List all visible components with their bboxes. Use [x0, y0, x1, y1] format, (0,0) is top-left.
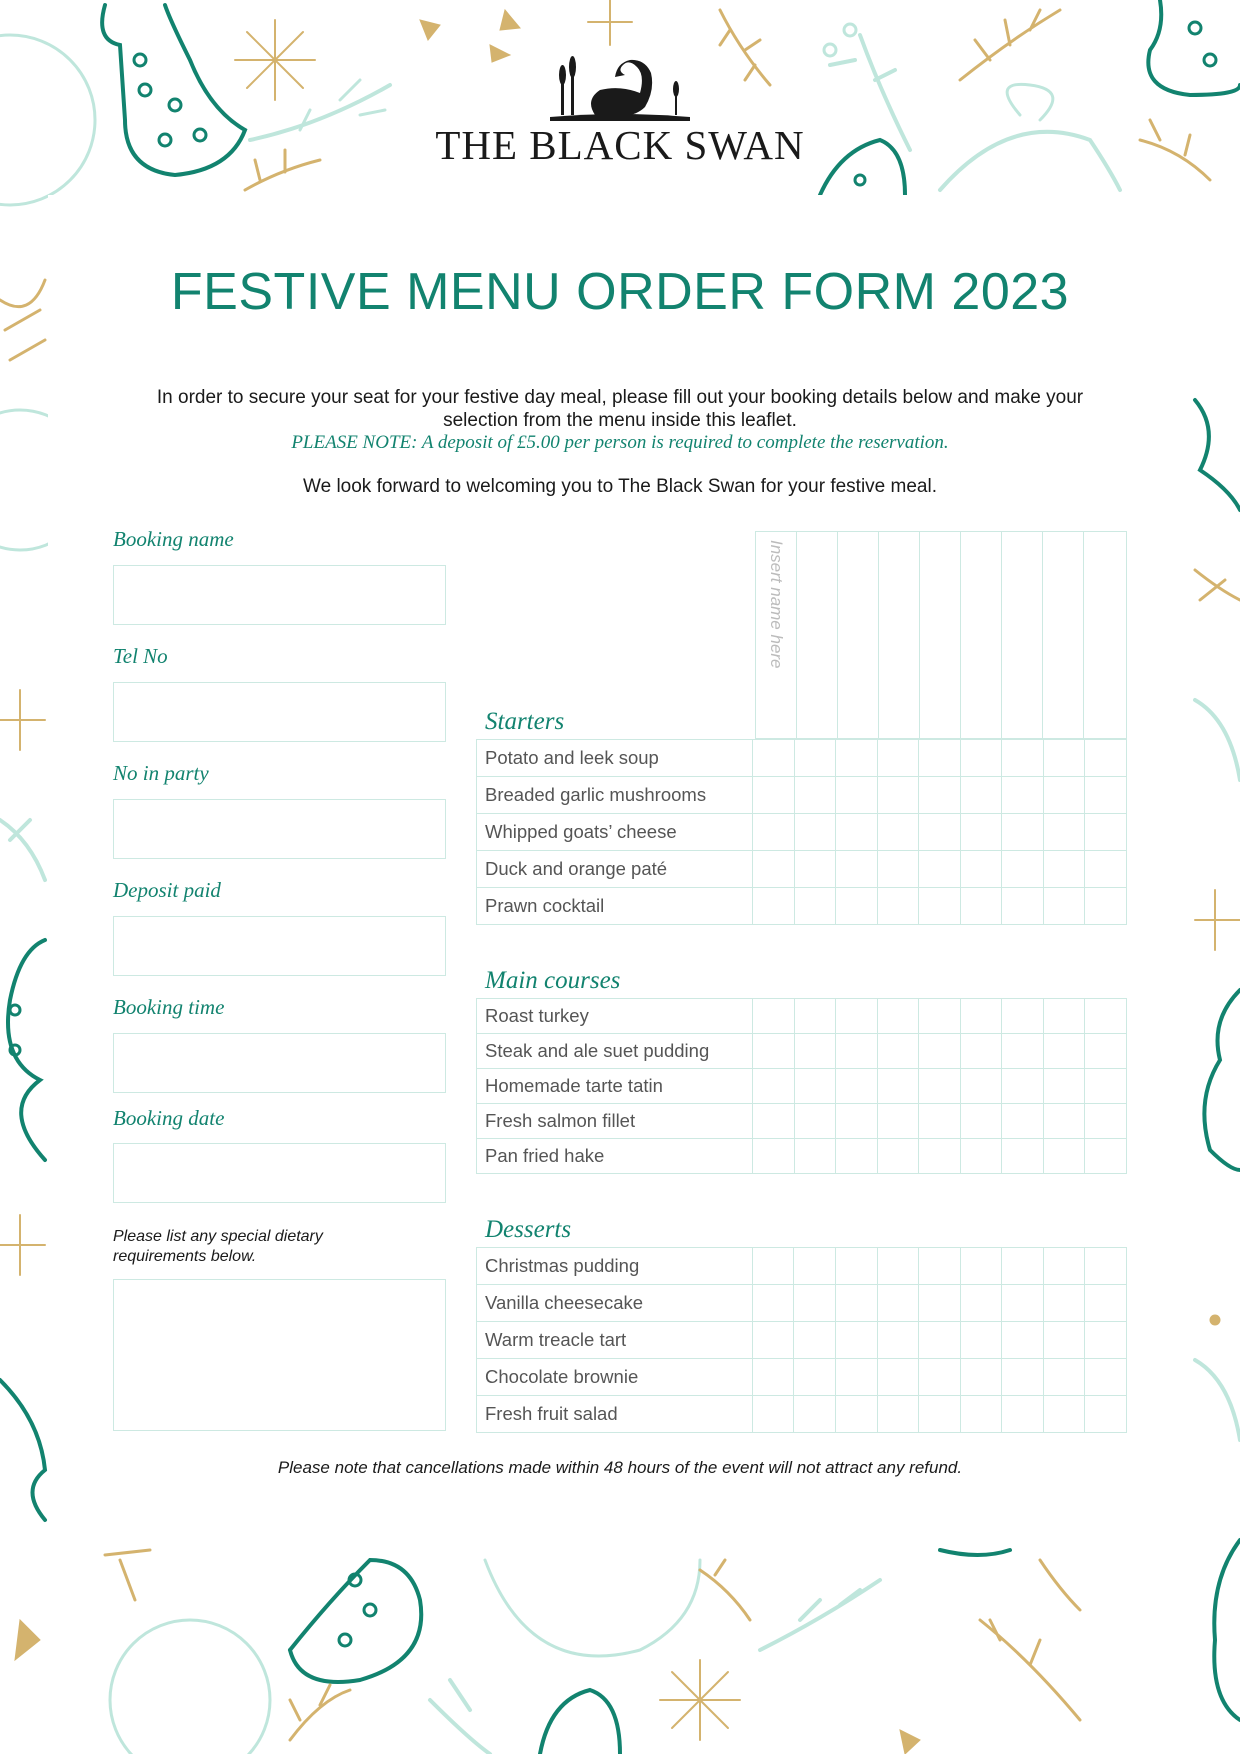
- quantity-cell[interactable]: [919, 1359, 961, 1396]
- dish-name: Prawn cocktail: [477, 888, 753, 925]
- dish-name: Breaded garlic mushrooms: [477, 777, 753, 814]
- quantity-cell[interactable]: [1002, 740, 1044, 777]
- party-size-field[interactable]: [113, 799, 446, 859]
- deposit-note: PLEASE NOTE: A deposit of £5.00 per person is required to complete the reservation.: [291, 432, 949, 453]
- quantity-cell[interactable]: [877, 1139, 919, 1174]
- quantity-cell[interactable]: [836, 1104, 878, 1139]
- quantity-cell[interactable]: [753, 888, 795, 925]
- quantity-cell[interactable]: [1085, 1359, 1127, 1396]
- quantity-cell[interactable]: [836, 1034, 878, 1069]
- dish-name: Whipped goats’ cheese: [477, 814, 753, 851]
- quantity-cell[interactable]: [835, 1248, 877, 1285]
- menu-row: [477, 1104, 1127, 1139]
- quantity-cell[interactable]: [877, 1322, 919, 1359]
- quantity-cell[interactable]: [877, 1104, 919, 1139]
- guest-names-header: [755, 531, 1127, 739]
- quantity-cell[interactable]: [1043, 1322, 1085, 1359]
- booking-name-field[interactable]: [113, 565, 446, 625]
- quantity-cell[interactable]: [1085, 740, 1127, 777]
- quantity-cell[interactable]: [753, 851, 795, 888]
- quantity-cell[interactable]: [1043, 1285, 1085, 1322]
- menu-row: [477, 1034, 1127, 1069]
- cancellation-note: Please note that cancellations made within 48 hours of the event will not attract any refund.: [277, 1458, 963, 1477]
- quantity-cell[interactable]: [960, 1248, 1002, 1285]
- quantity-cell[interactable]: [960, 851, 1002, 888]
- dish-name: Roast turkey: [477, 999, 753, 1034]
- quantity-cell[interactable]: [960, 1285, 1002, 1322]
- quantity-cell[interactable]: [835, 1285, 877, 1322]
- quantity-cell[interactable]: [794, 1396, 836, 1433]
- welcome-text: We look forward to welcoming you to The Black Swan for your festive meal.: [303, 476, 937, 497]
- quantity-cell[interactable]: [752, 1359, 794, 1396]
- quantity-cell[interactable]: [919, 888, 961, 925]
- tel-no-field[interactable]: [113, 682, 446, 742]
- quantity-cell[interactable]: [753, 777, 795, 814]
- booking-time-label: Booking time: [113, 995, 225, 1019]
- quantity-cell[interactable]: [877, 1248, 919, 1285]
- quantity-cell[interactable]: [753, 1104, 795, 1139]
- quantity-cell[interactable]: [794, 740, 836, 777]
- quantity-cell[interactable]: [836, 1139, 878, 1174]
- quantity-cell[interactable]: [1002, 999, 1044, 1034]
- menu-row: [477, 1069, 1127, 1104]
- quantity-cell[interactable]: [1043, 1034, 1085, 1069]
- quantity-cell[interactable]: [794, 1248, 836, 1285]
- quantity-cell[interactable]: [960, 888, 1002, 925]
- menu-row: [477, 1139, 1127, 1174]
- quantity-cell[interactable]: [753, 814, 795, 851]
- quantity-cell[interactable]: [877, 1396, 919, 1433]
- quantity-cell[interactable]: [1043, 1359, 1085, 1396]
- dish-name: Warm treacle tart: [477, 1322, 753, 1359]
- menu-row: [477, 851, 1127, 888]
- quantity-cell[interactable]: [1085, 999, 1127, 1034]
- quantity-cell[interactable]: [1002, 777, 1044, 814]
- quantity-cell[interactable]: [794, 1139, 836, 1174]
- tel-no-label: Tel No: [113, 644, 168, 668]
- quantity-cell[interactable]: [1002, 814, 1044, 851]
- quantity-cell[interactable]: [836, 888, 878, 925]
- quantity-cell[interactable]: [1043, 740, 1085, 777]
- quantity-cell[interactable]: [877, 814, 919, 851]
- quantity-cell[interactable]: [877, 1034, 919, 1069]
- insert-name-placeholder: Insert name here: [767, 540, 786, 669]
- quantity-cell[interactable]: [1002, 1359, 1044, 1396]
- menu-row: [477, 1396, 1127, 1433]
- quantity-cell[interactable]: [794, 1359, 836, 1396]
- brand-name: THE BLACK SWAN: [435, 122, 805, 168]
- page-title: FESTIVE MENU ORDER FORM 2023: [170, 263, 1070, 321]
- quantity-cell[interactable]: [1043, 999, 1085, 1034]
- quantity-cell[interactable]: [794, 1104, 836, 1139]
- quantity-cell[interactable]: [960, 999, 1002, 1034]
- quantity-cell[interactable]: [919, 740, 961, 777]
- quantity-cell[interactable]: [1002, 1034, 1044, 1069]
- quantity-cell[interactable]: [753, 740, 795, 777]
- dish-name: Potato and leek soup: [477, 740, 753, 777]
- deposit-paid-field[interactable]: [113, 916, 446, 976]
- quantity-cell[interactable]: [1085, 814, 1127, 851]
- desserts-heading: Desserts: [485, 1216, 572, 1243]
- quantity-cell[interactable]: [919, 814, 961, 851]
- quantity-cell[interactable]: [836, 814, 878, 851]
- quantity-cell[interactable]: [919, 1034, 961, 1069]
- quantity-cell[interactable]: [960, 814, 1002, 851]
- quantity-cell[interactable]: [1043, 1139, 1085, 1174]
- quantity-cell[interactable]: [919, 1104, 961, 1139]
- quantity-cell[interactable]: [960, 740, 1002, 777]
- quantity-cell[interactable]: [877, 1359, 919, 1396]
- starters-heading: Starters: [485, 708, 565, 735]
- intro-text: In order to secure your seat for your festive day meal, please fill out your booking details below and make your selection from the menu inside this leaflet.: [156, 387, 1084, 431]
- quantity-cell[interactable]: [1002, 1069, 1044, 1104]
- quantity-cell[interactable]: [960, 777, 1002, 814]
- quantity-cell[interactable]: [919, 1139, 961, 1174]
- guest-name-column[interactable]: [920, 532, 961, 738]
- dish-name: Fresh fruit salad: [477, 1396, 753, 1433]
- dietary-label: Please list any special dietary requirements below.: [113, 1228, 323, 1265]
- quantity-cell[interactable]: [836, 740, 878, 777]
- menu-row: [477, 1248, 1127, 1285]
- quantity-cell[interactable]: [1085, 1322, 1127, 1359]
- booking-date-field[interactable]: [113, 1143, 446, 1203]
- quantity-cell[interactable]: [752, 1285, 794, 1322]
- menu-row: [477, 999, 1127, 1034]
- quantity-cell[interactable]: [960, 1139, 1002, 1174]
- quantity-cell[interactable]: [1002, 1139, 1044, 1174]
- guest-name-column[interactable]: [838, 532, 879, 738]
- menu-row: [477, 777, 1127, 814]
- quantity-cell[interactable]: [1002, 888, 1044, 925]
- quantity-cell[interactable]: [836, 1069, 878, 1104]
- quantity-cell[interactable]: [835, 1359, 877, 1396]
- quantity-cell[interactable]: [1002, 851, 1044, 888]
- quantity-cell[interactable]: [960, 1322, 1002, 1359]
- menu-row: [477, 888, 1127, 925]
- dish-name: Chocolate brownie: [477, 1359, 753, 1396]
- quantity-cell[interactable]: [1043, 1104, 1085, 1139]
- party-size-label: No in party: [113, 761, 209, 785]
- dietary-requirements-field[interactable]: [113, 1279, 446, 1431]
- booking-time-field[interactable]: [113, 1033, 446, 1093]
- quantity-cell[interactable]: [753, 1139, 795, 1174]
- quantity-cell[interactable]: [960, 1069, 1002, 1104]
- quantity-cell[interactable]: [794, 777, 836, 814]
- quantity-cell[interactable]: [1085, 888, 1127, 925]
- quantity-cell[interactable]: [794, 814, 836, 851]
- quantity-cell[interactable]: [919, 1322, 961, 1359]
- quantity-cell[interactable]: [1085, 851, 1127, 888]
- quantity-cell[interactable]: [794, 1285, 836, 1322]
- quantity-cell[interactable]: [919, 999, 961, 1034]
- quantity-cell[interactable]: [835, 1396, 877, 1433]
- quantity-cell[interactable]: [919, 1069, 961, 1104]
- dish-name: Fresh salmon fillet: [477, 1104, 753, 1139]
- quantity-cell[interactable]: [960, 1396, 1002, 1433]
- booking-date-label: Booking date: [113, 1106, 225, 1130]
- quantity-cell[interactable]: [919, 851, 961, 888]
- quantity-cell[interactable]: [836, 777, 878, 814]
- menu-row: [477, 740, 1127, 777]
- quantity-cell[interactable]: [919, 1248, 961, 1285]
- quantity-cell[interactable]: [794, 888, 836, 925]
- starters-table: [476, 739, 1127, 925]
- quantity-cell[interactable]: [835, 1322, 877, 1359]
- quantity-cell[interactable]: [1085, 1104, 1127, 1139]
- mains-table: [476, 998, 1127, 1174]
- quantity-cell[interactable]: [877, 999, 919, 1034]
- quantity-cell[interactable]: [794, 999, 836, 1034]
- quantity-cell[interactable]: [1085, 777, 1127, 814]
- quantity-cell[interactable]: [836, 851, 878, 888]
- quantity-cell[interactable]: [960, 1359, 1002, 1396]
- quantity-cell[interactable]: [960, 1034, 1002, 1069]
- quantity-cell[interactable]: [877, 851, 919, 888]
- quantity-cell[interactable]: [1085, 1285, 1127, 1322]
- quantity-cell[interactable]: [1002, 1285, 1044, 1322]
- quantity-cell[interactable]: [1085, 1139, 1127, 1174]
- quantity-cell[interactable]: [1002, 1104, 1044, 1139]
- dish-name: Christmas pudding: [477, 1248, 753, 1285]
- quantity-cell[interactable]: [877, 740, 919, 777]
- guest-name-column[interactable]: [961, 532, 1002, 738]
- quantity-cell[interactable]: [752, 1248, 794, 1285]
- booking-name-label: Booking name: [113, 527, 234, 551]
- quantity-cell[interactable]: [1043, 1396, 1085, 1433]
- quantity-cell[interactable]: [753, 999, 795, 1034]
- guest-name-column[interactable]: [879, 532, 920, 738]
- desserts-table: [476, 1247, 1127, 1433]
- quantity-cell[interactable]: [1085, 1069, 1127, 1104]
- quantity-cell[interactable]: [877, 1285, 919, 1322]
- quantity-cell[interactable]: [1043, 1248, 1085, 1285]
- quantity-cell[interactable]: [794, 1322, 836, 1359]
- quantity-cell[interactable]: [1002, 1322, 1044, 1359]
- quantity-cell[interactable]: [794, 1069, 836, 1104]
- quantity-cell[interactable]: [1043, 888, 1085, 925]
- quantity-cell[interactable]: [919, 1285, 961, 1322]
- quantity-cell[interactable]: [1043, 1069, 1085, 1104]
- menu-row: [477, 1359, 1127, 1396]
- menu-row: [477, 1322, 1127, 1359]
- guest-name-column[interactable]: [1043, 532, 1084, 738]
- menu-row: [477, 1285, 1127, 1322]
- quantity-cell[interactable]: [1002, 1248, 1044, 1285]
- quantity-cell[interactable]: [753, 1034, 795, 1069]
- quantity-cell[interactable]: [1085, 1396, 1127, 1433]
- quantity-cell[interactable]: [1043, 814, 1085, 851]
- guest-name-column[interactable]: [797, 532, 838, 738]
- dish-name: Homemade tarte tatin: [477, 1069, 753, 1104]
- quantity-cell[interactable]: [877, 777, 919, 814]
- mains-heading: Main courses: [485, 967, 621, 994]
- quantity-cell[interactable]: [1043, 851, 1085, 888]
- quantity-cell[interactable]: [753, 1069, 795, 1104]
- deposit-paid-label: Deposit paid: [113, 878, 221, 902]
- quantity-cell[interactable]: [877, 888, 919, 925]
- quantity-cell[interactable]: [1002, 1396, 1044, 1433]
- guest-name-column[interactable]: [1002, 532, 1043, 738]
- dish-name: Vanilla cheesecake: [477, 1285, 753, 1322]
- quantity-cell[interactable]: [794, 851, 836, 888]
- dish-name: Steak and ale suet pudding: [477, 1034, 753, 1069]
- quantity-cell[interactable]: [752, 1322, 794, 1359]
- dish-name: Pan fried hake: [477, 1139, 753, 1174]
- menu-row: [477, 814, 1127, 851]
- quantity-cell[interactable]: [1085, 1248, 1127, 1285]
- quantity-cell[interactable]: [960, 1104, 1002, 1139]
- quantity-cell[interactable]: [752, 1396, 794, 1433]
- quantity-cell[interactable]: [919, 1396, 961, 1433]
- quantity-cell[interactable]: [836, 999, 878, 1034]
- quantity-cell[interactable]: [1085, 1034, 1127, 1069]
- quantity-cell[interactable]: [919, 777, 961, 814]
- quantity-cell[interactable]: [794, 1034, 836, 1069]
- quantity-cell[interactable]: [877, 1069, 919, 1104]
- quantity-cell[interactable]: [1043, 777, 1085, 814]
- dish-name: Duck and orange paté: [477, 851, 753, 888]
